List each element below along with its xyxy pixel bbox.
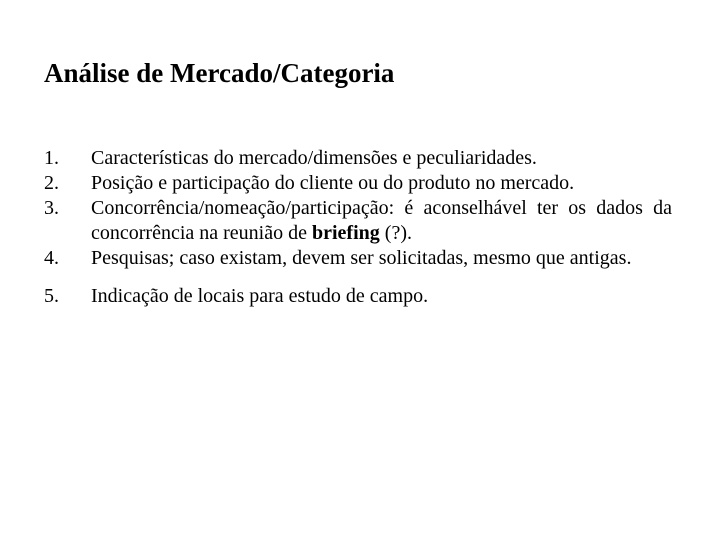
list-item-2	[44, 171, 672, 196]
list-number: 4.	[44, 247, 59, 269]
list-text-before: Concorrência/nomeação/participação: é aconselhável ter os dados da concorrência na reunião de	[91, 197, 672, 244]
list-item-3	[44, 196, 672, 246]
list-number: 1.	[44, 147, 59, 169]
list-text: Pesquisas; caso existam, devem ser solicitadas, mesmo que antigas.	[91, 247, 632, 269]
list-item-4	[44, 246, 672, 271]
numbered-list	[44, 146, 672, 309]
list-number: 5.	[44, 285, 59, 307]
list-number: 3.	[44, 197, 59, 219]
list-item-5	[44, 284, 672, 309]
list-spacer	[44, 271, 672, 284]
list-text: Indicação de locais para estudo de campo.	[91, 285, 429, 307]
list-number: 2.	[44, 172, 59, 194]
list-text: Características do mercado/dimensões e peculiaridades.	[91, 147, 537, 169]
list-text-after: (?).	[379, 222, 412, 244]
briefing-bold-text: briefing	[312, 222, 380, 244]
list-item-1	[44, 146, 672, 171]
slide-title: Análise de Mercado/Categoria	[44, 58, 395, 88]
list-text: Posição e participação do cliente ou do produto no mercado.	[91, 172, 575, 194]
list-text	[91, 196, 672, 246]
